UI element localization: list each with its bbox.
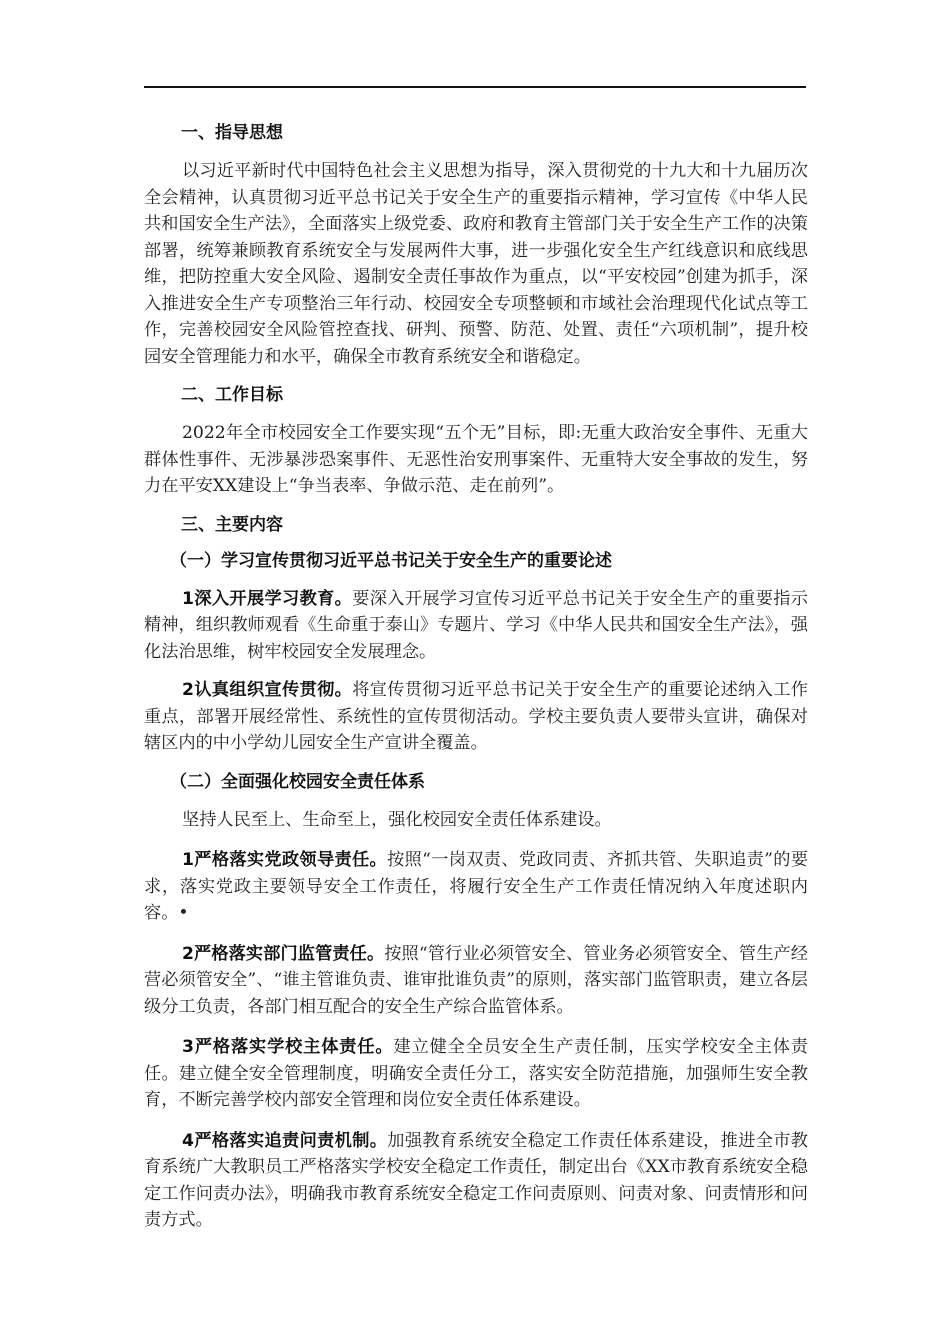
subsection-heading-study-promotion: （一）学习宣传贯彻习近平总书记关于安全生产的重要论述 <box>170 550 612 571</box>
guiding-ideology-paragraph: 以习近平新时代中国特色社会主义思想为指导，深入贯彻党的十九大和十九届历次全会精神，认真贯彻习近平总书记关于安全生产的重要指示精神，学习宣传《中华人民共和国安全生产法》，全面落实上级党委、政府和教育主管部门关于安全生产工作的决策部署，统筹兼顾教育系统安全与发展两件大事，进一步强化安全生产红线意识和底线思维，把防控重大安全风险、遏制安全责任事故作为重点，以“平安校园”创建为抓手，深入推进安全生产专项整治三年行动、校园安全专项整顿和市域社会治理现代化试点等工作，完善校园安全风险管控查找、研判、预警、防范、处置、责任“六项机制”，提升校园安全管理能力和水平，确保全市教育系统安全和谐稳定。 <box>144 161 808 367</box>
responsibility-item-4-text: 加强教育系统安全稳定工作责任体系建设，推进全市教育系统广大教职员工严格落实学校安全稳定工作责任，制定出台《XX市教育系统安全稳定工作问责办法》，明确我市教育系统安全稳定工作问责原则、问责对象、问责情形和问责方式。 <box>144 1130 808 1230</box>
subsection-heading-responsibility-system: （二）全面强化校园安全责任体系 <box>170 771 425 792</box>
section-heading-main-content: 三、主要内容 <box>181 514 283 535</box>
responsibility-item-1-text: 按照“一岗双责、党政同责、齐抓共管、失职追责”的要求，落实党政主要领导安全工作责任，将履行安全生产工作责任情况纳入年度述职内容。• <box>144 850 809 923</box>
section-heading-guiding-ideology: 一、指导思想 <box>181 123 283 143</box>
responsibility-item-4 <box>144 1128 808 1234</box>
responsibility-item-2-text: 按照“管行业必须管安全、管业务必须管安全、管生产经营必须管安全”、“谁主管谁负责、谁审批谁负责”的原则，落实部门监管职责，建立各层级分工负责，各部门相互配合的安全生产综合监管体系。 <box>144 943 808 1017</box>
responsibility-item-1 <box>144 847 808 927</box>
study-item-1 <box>144 586 808 666</box>
responsibility-intro: 坚持人民至上、生命至上，强化校园安全责任体系建设。 <box>182 809 612 830</box>
section-heading-work-goals: 二、工作目标 <box>181 385 283 405</box>
study-item-1-text: 要深入开展学习宣传习近平总书记关于安全生产的重要指示精神，组织教师观看《生命重于泰山》专题片、学习《中华人民共和国安全生产法》，强化法治思维，树牢校园安全发展理念。 <box>144 588 808 662</box>
responsibility-item-1-lead: 1严格落实党政领导责任。 <box>182 850 388 870</box>
header-rule <box>144 86 806 88</box>
study-item-2 <box>144 677 808 757</box>
document-body <box>144 120 808 1234</box>
responsibility-item-3-text: 建立健全全员安全生产责任制，压实学校安全主体责任。建立健全安全管理制度，明确安全责任分工，落实安全防范措施，加强师生安全教育，不断完善学校内部安全管理和岗位安全责任体系建设。 <box>144 1037 808 1110</box>
responsibility-item-2 <box>144 941 808 1021</box>
responsibility-item-3 <box>144 1034 808 1114</box>
responsibility-item-2-lead: 2严格落实部门监管责任。 <box>182 943 385 964</box>
work-goals-paragraph: 2022年全市校园安全工作要实现“五个无”目标，即:无重大政治安全事件、无重大群体性事件、无涉暴涉恐案事件、无恶性治安刑事案件、无重特大安全事故的发生，努力在平安XX建设上“争当表率、争做示范、走在前列”。 <box>144 423 808 496</box>
study-item-1-lead: 1深入开展学习教育。 <box>182 588 353 609</box>
study-item-2-text: 将宣传贯彻习近平总书记关于安全生产的重要论述纳入工作重点，部署开展经常性、系统性的宣传贯彻活动。学校主要负责人要带头宣讲，确保对辖区内的中小学幼儿园安全生产宣讲全覆盖。 <box>144 680 808 753</box>
responsibility-item-4-lead: 4严格落实追责问责机制。 <box>182 1130 388 1151</box>
responsibility-item-3-lead: 3严格落实学校主体责任。 <box>182 1037 394 1057</box>
study-item-2-lead: 2认真组织宣传贯彻。 <box>182 680 353 700</box>
